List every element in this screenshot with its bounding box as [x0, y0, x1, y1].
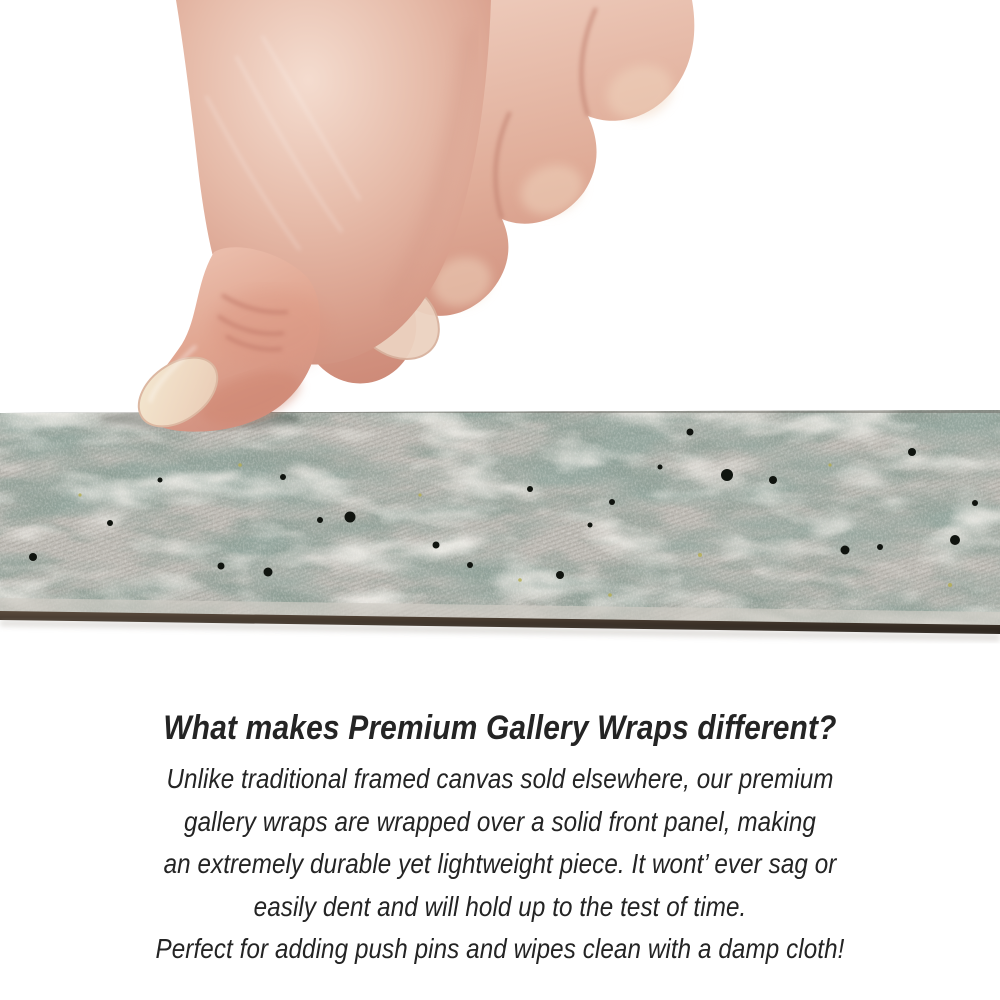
copy-block: [60, 706, 940, 971]
body-line-3: an extremely durable yet lightweight piece. It wont’ ever sag or: [163, 848, 837, 879]
body-line-1: Unlike traditional framed canvas sold elsewhere, our premium: [166, 763, 834, 794]
thumb-shading: [210, 290, 330, 370]
hand-illustration: [0, 0, 1000, 470]
body-line-4: easily dent and will hold up to the test of time.: [253, 890, 747, 922]
body-line-2: gallery wraps are wrapped over a solid front panel, making: [184, 805, 816, 837]
headline: What makes Premium Gallery Wraps different?: [163, 709, 837, 747]
body-line-5: Perfect for adding push pins and wipes clean with a damp cloth!: [155, 933, 845, 964]
